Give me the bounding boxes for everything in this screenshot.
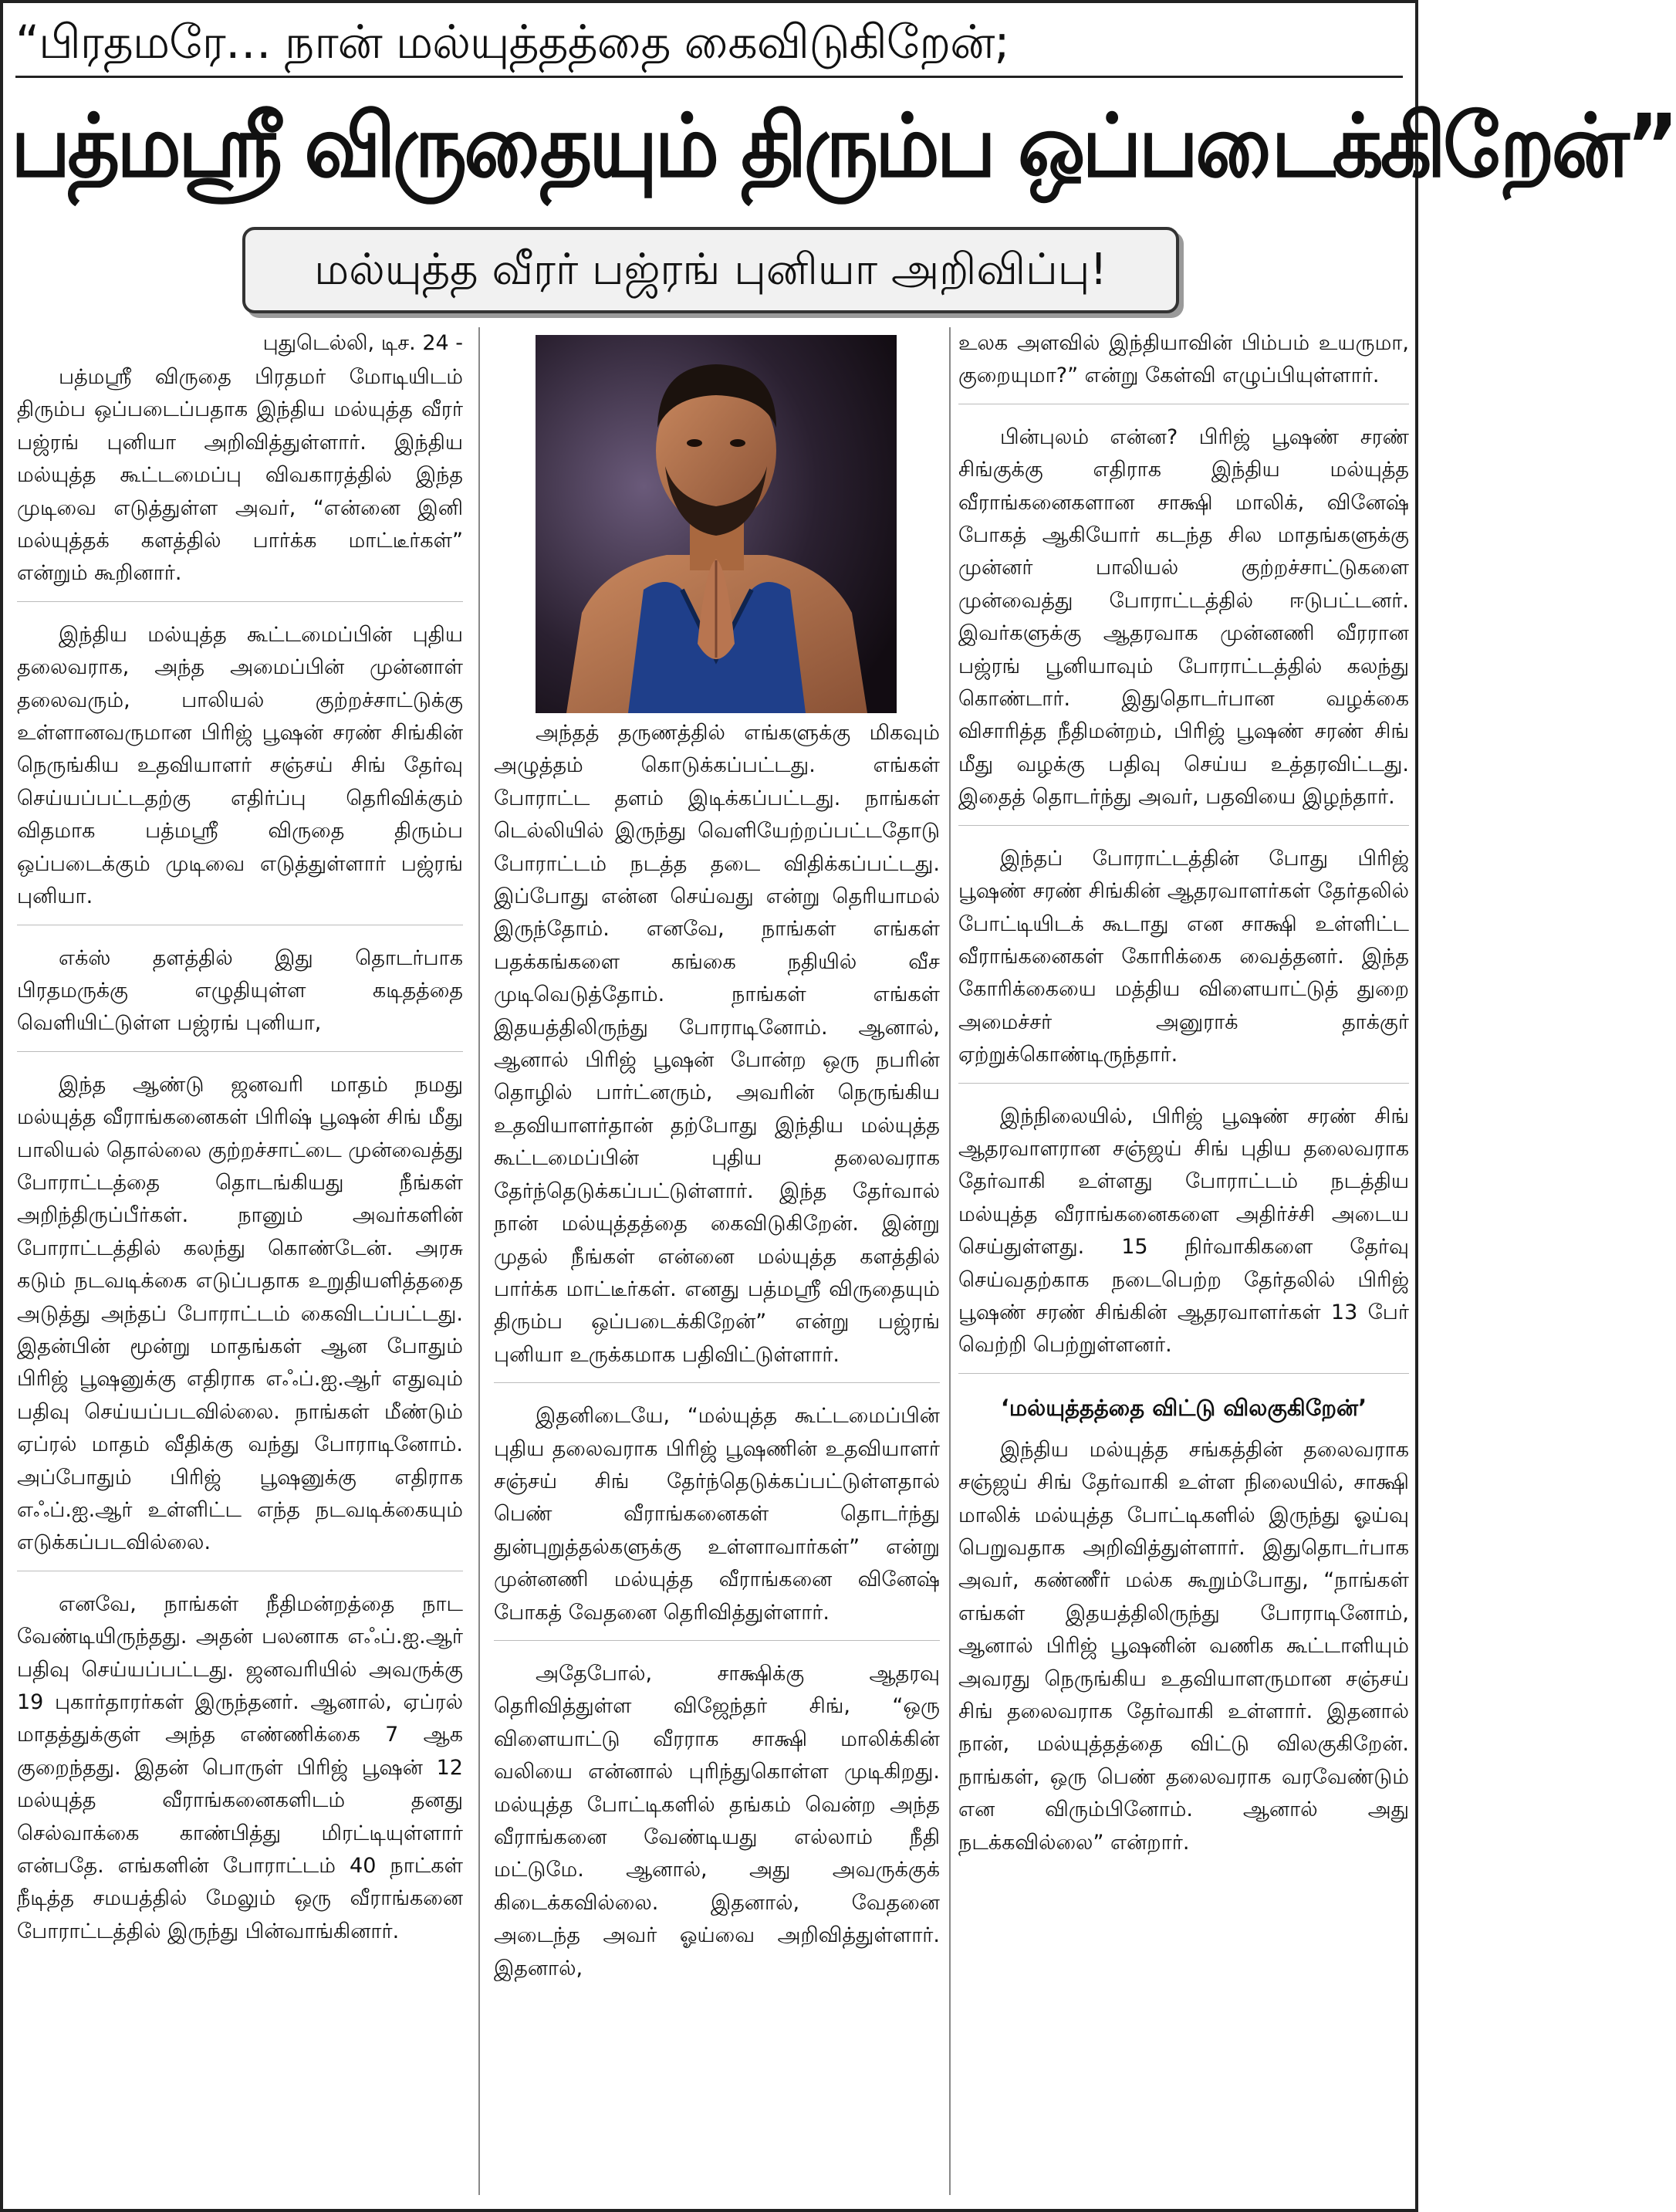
section-subhead: ‘மல்யுத்தத்தை விட்டு விலகுகிறேன்’ [1000, 1394, 1367, 1421]
column-divider [478, 327, 480, 2195]
wrestler-portrait-icon [536, 335, 897, 713]
article-column-3 [958, 327, 1409, 2195]
paragraph: எக்ஸ் தளத்தில் இது தொடர்பாக பிரதமருக்கு எழுதியுள்ள கடிதத்தை வெளியிட்டுள்ள பஜ்ரங் புனியா, [17, 942, 463, 1052]
main-headline: பத்மஸ்ரீ விருதையும் திரும்ப ஒப்படைக்கிறேன்” [11, 95, 1676, 197]
paragraph: பத்மஸ்ரீ விருதை பிரதமர் மோடியிடம் திரும்ப ஒப்படைப்பதாக இந்திய மல்யுத்த வீரர் பஜ்ரங் புனியா அறிவித்துள்ளார். இந்திய மல்யுத்த கூட்டமைப்பு விவகாரத்தில் இந்த முடிவை எடுத்துள்ள அவர், “என்னை இனி மல்யுத்தக் களத்தில் பார்க்க மாட்டீர்கள்” என்றும் கூறினார். [17, 361, 463, 602]
paragraph: இந்திய மல்யுத்த சங்கத்தின் தலைவராக சஞ்ஜய் சிங் தேர்வாகி உள்ள நிலையில், சாக்ஷி மாலிக் மல்யுத்த போட்டிகளில் இருந்து ஓய்வு பெறுவதாக அறிவித்துள்ளார். இதுதொடர்பாக அவர், கண்ணீர் மல்க கூறும்போது, “நாங்கள் எங்கள் இதயத்திலிருந்து போராடினோம், ஆனால் பிரிஜ் பூஷனின் வணிக கூட்டாளியும் அவரது நெருங்கிய உதவியாளருமான சஞ்சய் சிங் தலைவராக தேர்வாகி உள்ளார். இதனால் நான், மல்யுத்தத்தை விட்டு விலகுகிறேன். நாங்கள், ஒரு பெண் தலைவராக வரவேண்டும் என விரும்பினோம். ஆனால் அது நடக்கவில்லை” என்றார். [958, 1437, 1409, 1855]
kicker-headline: “பிரதமரே… நான் மல்யுத்தத்தை கைவிடுகிறேன்; [15, 15, 1009, 69]
deck-subheadline: மல்யுத்த வீரர் பஜ்ரங் புனியா அறிவிப்பு! [242, 227, 1179, 313]
paragraph: இந்திய மல்யுத்த கூட்டமைப்பின் புதிய தலைவராக, அந்த அமைப்பின் முன்னாள் தலைவரும், பாலியல் குற்றச்சாட்டுக்கு உள்ளானவருமான பிரிஜ் பூஷன் சரண் சிங்கின் நெருங்கிய உதவியாளர் சஞ்சய் சிங் தேர்வு செய்யப்பட்டதற்கு எதிர்ப்பு தெரிவிக்கும் விதமாக பத்மஸ்ரீ விருதை திரும்ப ஒப்படைக்கும் முடிவை எடுத்துள்ளார் பஜ்ரங் புனியா. [17, 619, 463, 925]
column-divider [949, 327, 951, 2195]
paragraph: இதனிடையே, “மல்யுத்த கூட்டமைப்பின் புதிய தலைவராக பிரிஜ் பூஷணின் உதவியாளர் சஞ்சய் சிங் தேர்ந்தெடுக்கப்பட்டுள்ளதால் பெண் வீராங்கனைகள் தொடர்ந்து துன்புறுத்தல்களுக்கு உள்ளாவார்கள்” என்று முன்னணி மல்யுத்த வீராங்கனை வினேஷ் போகத் வேதனை தெரிவித்துள்ளார். [494, 1400, 940, 1641]
paragraph: அதேபோல், சாக்ஷிக்கு ஆதரவு தெரிவித்துள்ள விஜேந்தர் சிங், “ஒரு விளையாட்டு வீரராக சாக்ஷி மாலிக்கின் வலியை என்னால் புரிந்துகொள்ள முடிகிறது. மல்யுத்த போட்டிகளில் தங்கம் வென்ற அந்த வீராங்கனை வேண்டியது எல்லாம் நீதி மட்டுமே. ஆனால், அது அவருக்குக் கிடைக்கவில்லை. இதனால், வேதனை அடைந்த அவர் ஓய்வை அறிவித்துள்ளார். இதனால், [494, 1661, 940, 1980]
article-column-2 [494, 717, 940, 2199]
paragraph: உலக அளவில் இந்தியாவின் பிம்பம் உயருமா, குறையுமா?” என்று கேள்வி எழுப்பியுள்ளார். [958, 327, 1409, 404]
paragraph: இந்நிலையில், பிரிஜ் பூஷண் சரண் சிங் ஆதரவாளரான சஞ்ஜய் சிங் புதிய தலைவராக தேர்வாகி உள்ளது போராட்டம் நடத்திய மல்யுத்த வீராங்கனைகளை அதிர்ச்சி அடைய செய்துள்ளது. 15 நிர்வாகிகளை தேர்வு செய்வதற்காக நடைபெற்ற தேர்தலில் பிரிஜ் பூஷண் சரண் சிங்கின் ஆதரவாளர்கள் 13 பேர் வெற்றி பெற்றுள்ளனர். [958, 1101, 1409, 1374]
article-column-1 [17, 327, 463, 2195]
paragraph: இந்த ஆண்டு ஜனவரி மாதம் நமது மல்யுத்த வீராங்கனைகள் பிரிஷ் பூஷன் சிங் மீது பாலியல் தொல்லை குற்றச்சாட்டை முன்வைத்து போராட்டத்தை தொடங்கியது நீங்கள் அறிந்திருப்பீர்கள். நானும் அவர்களின் போராட்டத்தில் கலந்து கொண்டேன். அரசு கடும் நடவடிக்கை எடுப்பதாக உறுதியளித்ததை அடுத்து அந்தப் போராட்டம் கைவிடப்பட்டது. இதன்பின் மூன்று மாதங்கள் ஆன போதும் பிரிஜ் பூஷனுக்கு எதிராக எஃப்.ஐ.ஆர் எதுவும் பதிவு செய்யப்படவில்லை. நாங்கள் மீண்டும் ஏப்ரல் மாதம் வீதிக்கு வந்து போராடினோம். அப்போதும் பிரிஜ் பூஷனுக்கு எதிராக எஃப்.ஐ.ஆர் உள்ளிட்ட எந்த நடவடிக்கையும் எடுக்கப்படவில்லை. [17, 1069, 463, 1571]
kicker-divider [15, 76, 1403, 78]
paragraph: எனவே, நாங்கள் நீதிமன்றத்தை நாட வேண்டியிருந்தது. அதன் பலனாக எஃப்.ஐ.ஆர் பதிவு செய்யப்பட்டது. ஜனவரியில் அவருக்கு 19 புகார்தாரர்கள் இருந்தனர். ஆனால், ஏப்ரல் மாதத்துக்குள் அந்த எண்ணிக்கை 7 ஆக குறைந்தது. இதன் பொருள் பிரிஜ் பூஷன் 12 மல்யுத்த வீராங்கனைகளிடம் தனது செல்வாக்கை காண்பித்து மிரட்டியுள்ளார் என்பதே. எங்களின் போராட்டம் 40 நாட்கள் நீடித்த சமயத்தில் மேலும் ஒரு வீராங்கனை போராட்டத்தில் இருந்து பின்வாங்கினார். [17, 1591, 463, 1943]
paragraph: இந்தப் போராட்டத்தின் போது பிரிஜ் பூஷண் சரண் சிங்கின் ஆதரவாளர்கள் தேர்தலில் போட்டியிடக் கூடாது என சாக்ஷி உள்ளிட்ட வீராங்கனைகள் கோரிக்கை வைத்தனர். இந்த கோரிக்கையை மத்திய விளையாட்டுத் துறை அமைச்சர் அனுராக் தாக்குர் ஏற்றுக்கொண்டிருந்தார். [958, 843, 1409, 1084]
wrestler-portrait-photo [536, 335, 897, 713]
paragraph: அந்தத் தருணத்தில் எங்களுக்கு மிகவும் அழுத்தம் கொடுக்கப்பட்டது. எங்கள் போராட்ட தளம் இடிக்கப்பட்டது. நாங்கள் டெல்லியில் இருந்து வெளியேற்றப்பட்டதோடு போராட்டம் நடத்த தடை விதிக்கப்பட்டது. இப்போது என்ன செய்வது என்று தெரியாமல் இருந்தோம். எனவே, நாங்கள் எங்கள் பதக்கங்களை கங்கை நதியில் வீச முடிவெடுத்தோம். நாங்கள் எங்கள் இதயத்திலிருந்து போராடினோம். ஆனால், ஆனால் பிரிஜ் பூஷன் போன்ற ஒரு நபரின் தொழில் பார்ட்னரும், அவரின் நெருங்கிய உதவியாளர்தான் தற்போது இந்திய மல்யுத்த கூட்டமைப்பின் புதிய தலைவராக தேர்ந்தெடுக்கப்பட்டுள்ளார். இந்த தேர்வால் நான் மல்யுத்தத்தை கைவிடுகிறேன். இன்று முதல் நீங்கள் என்னை மல்யுத்த களத்தில் பார்க்க மாட்டீர்கள். எனது பத்மஸ்ரீ விருதையும் திரும்ப ஒப்படைக்கிறேன்” என்று பஜ்ரங் புனியா உருக்கமாக பதிவிட்டுள்ளார். [494, 717, 940, 1383]
paragraph: பின்புலம் என்ன? பிரிஜ் பூஷண் சரண் சிங்குக்கு எதிராக இந்திய மல்யுத்த வீராங்கனைகளான சாக்ஷி மாலிக், வினேஷ் போகத் ஆகியோர் கடந்த சில மாதங்களுக்கு முன்னர் பாலியல் குற்றச்சாட்டுகளை முன்வைத்து போராட்டத்தில் ஈடுபட்டனர். இவர்களுக்கு ஆதரவாக முன்னணி வீரரான பஜ்ரங் பூனியாவும் போராட்டத்தில் கலந்து கொண்டார். இதுதொடர்பான வழக்கை விசாரித்த நீதிமன்றம், பிரிஜ் பூஷண் சரண் சிங் மீது வழக்கு பதிவு செய்ய உத்தரவிட்டது. இதைத் தொடர்ந்து அவர், பதவியை இழந்தார். [958, 421, 1409, 826]
dateline: புதுடெல்லி, டிச. 24 - [262, 331, 463, 355]
